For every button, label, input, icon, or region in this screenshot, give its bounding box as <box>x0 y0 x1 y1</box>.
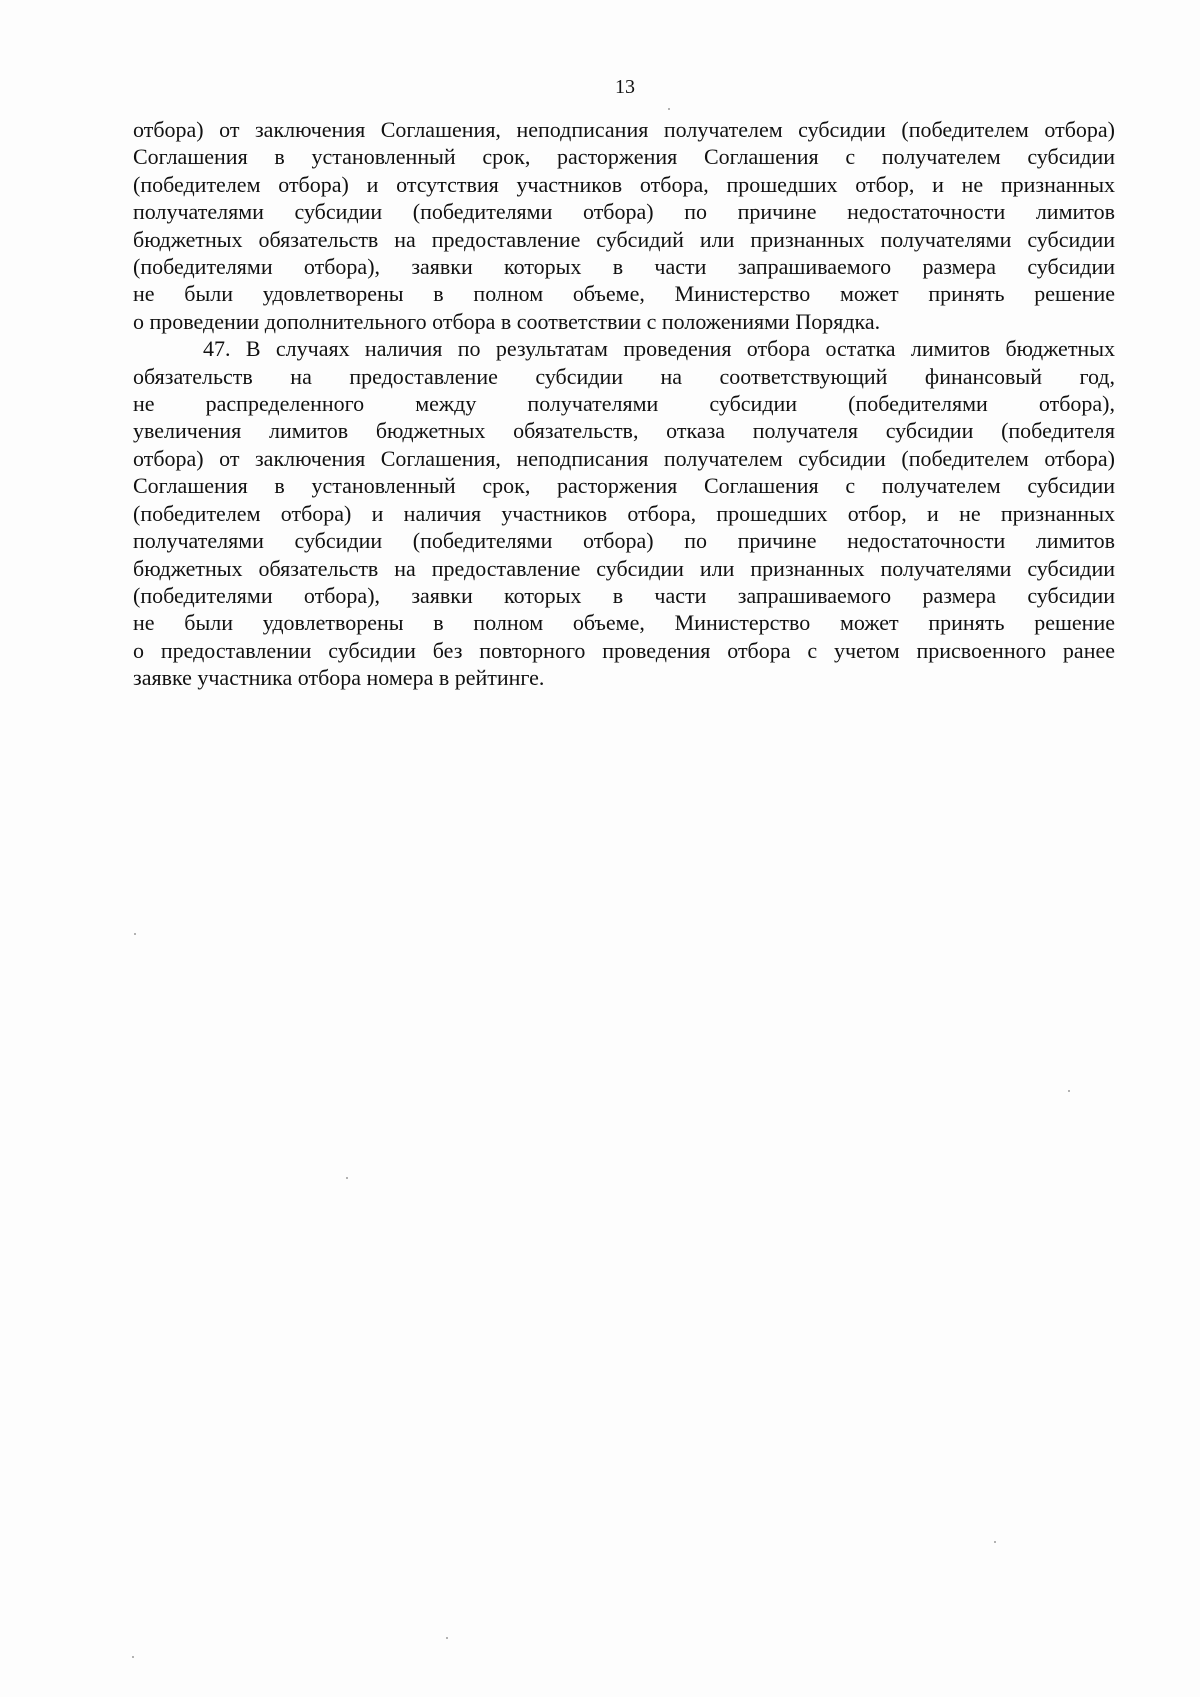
text-line: отбора) от заключения Соглашения, неподписания получателем субсидии (победителем отбора) <box>133 445 1115 471</box>
text-line: получателями субсидии (победителями отбора) по причине недостаточности лимитов <box>133 199 1115 225</box>
text-line: Соглашения в установленный срок, расторжения Соглашения с получателем субсидии <box>133 473 1115 499</box>
text-line: заявке участника отбора номера в рейтинге. <box>133 665 545 691</box>
text-line: бюджетных обязательств на предоставление субсидий или признанных получателями субсидии <box>133 226 1115 252</box>
text-line: отбора) от заключения Соглашения, неподписания получателем субсидии (победителем отбора) <box>133 117 1115 142</box>
paragraph-47-first-line: 47. В случаях наличия по результатам проведения отбора остатка лимитов бюджетных <box>203 336 1115 362</box>
text-line: увеличения лимитов бюджетных обязательств, отказа получателя субсидии (победителя <box>133 418 1115 444</box>
page-number: 13 <box>615 76 635 98</box>
text-line: бюджетных обязательств на предоставление субсидии или признанных получателями субсидии <box>133 555 1115 581</box>
document-body <box>133 116 1115 692</box>
scan-speck <box>134 933 136 935</box>
text-line: (победителями отбора), заявки которых в части запрашиваемого размера субсидии <box>133 254 1115 280</box>
text-line: не были удовлетворены в полном объеме, Министерство может принять решение <box>133 281 1115 307</box>
scan-speck <box>346 1177 348 1179</box>
scan-speck <box>446 1637 448 1639</box>
text-line: обязательств на предоставление субсидии на соответствующий финансовый год, <box>133 363 1115 389</box>
text-line: (победителем отбора) и наличия участников отбора, прошедших отбор, и не признанных <box>133 500 1115 526</box>
text-line: получателями субсидии (победителями отбора) по причине недостаточности лимитов <box>133 528 1115 554</box>
text-line: о проведении дополнительного отбора в соответствии с положениями Порядка. <box>133 308 881 334</box>
scan-speck <box>132 1656 134 1658</box>
scan-speck <box>1068 1090 1070 1092</box>
text-line: не были удовлетворены в полном объеме, Министерство может принять решение <box>133 610 1115 636</box>
text-line: не распределенного между получателями субсидии (победителями отбора), <box>133 391 1115 417</box>
text-line: (победителями отбора), заявки которых в части запрашиваемого размера субсидии <box>133 582 1115 608</box>
text-line: Соглашения в установленный срок, расторжения Соглашения с получателем субсидии <box>133 144 1115 170</box>
scan-speck <box>668 108 670 110</box>
text-line: (победителем отбора) и отсутствия участников отбора, прошедших отбор, и не признанных <box>133 171 1115 197</box>
scan-speck <box>994 1541 996 1543</box>
text-line: о предоставлении субсидии без повторного проведения отбора с учетом присвоенного ранее <box>133 637 1115 663</box>
